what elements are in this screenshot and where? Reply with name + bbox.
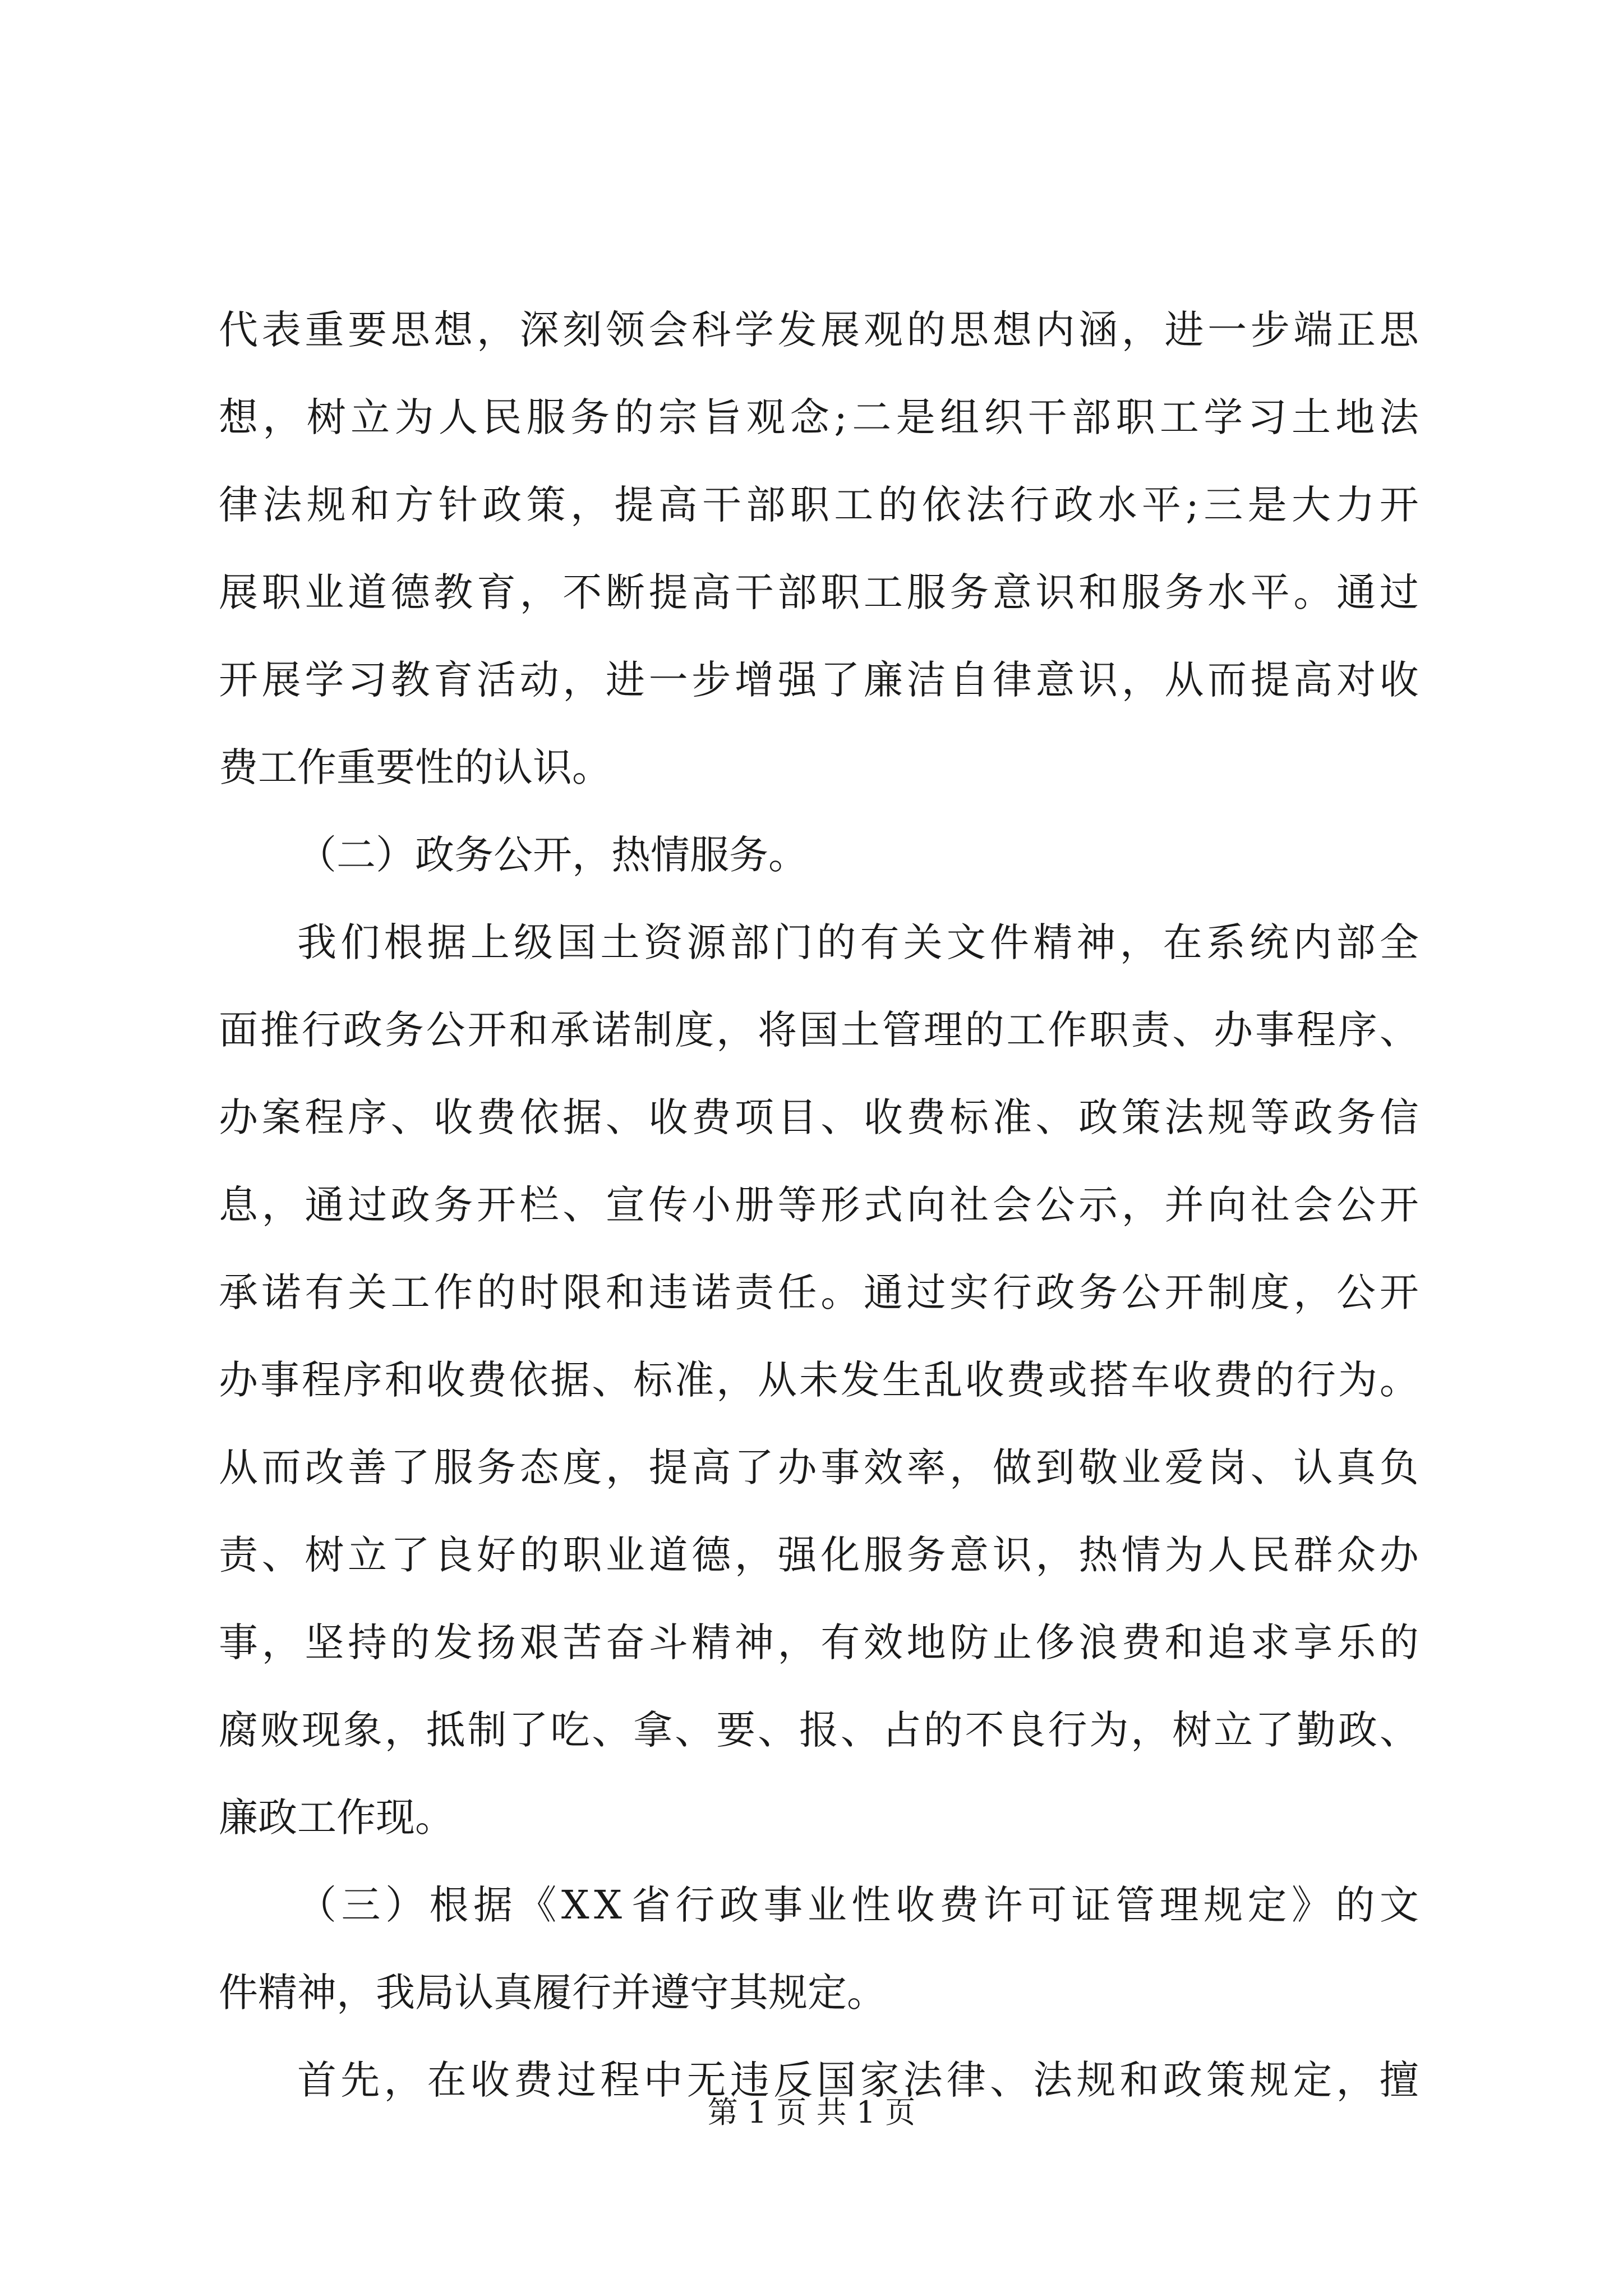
page-number-footer: 第 1 页 共 1 页 bbox=[707, 2095, 916, 2130]
text-line: 办 案 程 序 、 收 费 依 据 、 收 费 项 目 、 收 费 标 准 、 政 策 法 规 等 政 务 信 bbox=[219, 1094, 1419, 1140]
text-line: 律 法 规 和 方 针 政 策 ， 提 高 干 部 职 工 的 依 法 行 政 水 平 ; 三 是 大 力 开 bbox=[219, 482, 1419, 528]
text-line: 廉政工作现。 bbox=[219, 1795, 454, 1841]
text-line: 腐 败 现 象 ， 抵 制 了 吃 、 拿 、 要 、 报 、 占 的 不 良 行 为 ， 树 立 了 勤 政 、 bbox=[219, 1707, 1419, 1753]
text-line: 展 职 业 道 德 教 育 ， 不 断 提 高 干 部 职 工 服 务 意 识 和 服 务 水 平 。 通 过 bbox=[219, 569, 1419, 615]
text-line: 费工作重要性的认识。 bbox=[219, 744, 611, 790]
text-line: 息 ， 通 过 政 务 开 栏 、 宣 传 小 册 等 形 式 向 社 会 公 示 ， 并 向 社 会 公 开 bbox=[219, 1182, 1419, 1228]
text-line: 事 ， 坚 持 的 发 扬 艰 苦 奋 斗 精 神 ， 有 效 地 防 止 侈 浪 费 和 追 求 享 乐 的 bbox=[219, 1619, 1419, 1665]
text-line: 责 、 树 立 了 良 好 的 职 业 道 德 ， 强 化 服 务 意 识 ， 热 情 为 人 民 群 众 办 bbox=[219, 1532, 1419, 1578]
text-line: 首 先 ， 在 收 费 过 程 中 无 违 反 国 家 法 律 、 法 规 和 政 策 规 定 ， 擅 bbox=[297, 2057, 1419, 2103]
text-line: 从 而 改 善 了 服 务 态 度 ， 提 高 了 办 事 效 率 ， 做 到 敬 业 爱 岗 、 认 真 负 bbox=[219, 1444, 1419, 1490]
text-line: 开 展 学 习 教 育 活 动 ， 进 一 步 增 强 了 廉 洁 自 律 意 识 ， 从 而 提 高 对 收 bbox=[219, 657, 1419, 703]
text-line: 代 表 重 要 思 想 ， 深 刻 领 会 科 学 发 展 观 的 思 想 内 涵 ， 进 一 步 端 正 思 bbox=[219, 307, 1419, 353]
document-body bbox=[219, 286, 1419, 2124]
section-heading: （二）政务公开，热情服务。 bbox=[297, 832, 808, 878]
text-line: 办 事 程 序 和 收 费 依 据 、 标 准 ， 从 未 发 生 乱 收 费 或 搭 车 收 费 的 行 为 。 bbox=[219, 1357, 1419, 1403]
text-line: 件精神，我局认真履行并遵守其规定。 bbox=[219, 1970, 886, 2016]
text-line: 想 ， 树 立 为 人 民 服 务 的 宗 旨 观 念 ; 二 是 组 织 干 部 职 工 学 习 土 地 法 bbox=[219, 394, 1419, 440]
text-line: 我 们 根 据 上 级 国 土 资 源 部 门 的 有 关 文 件 精 神 ， 在 系 统 内 部 全 bbox=[297, 919, 1419, 965]
text-line: 面 推 行 政 务 公 开 和 承 诺 制 度 ， 将 国 土 管 理 的 工 作 职 责 、 办 事 程 序 、 bbox=[219, 1007, 1419, 1053]
text-line: 承 诺 有 关 工 作 的 时 限 和 违 诺 责 任 。 通 过 实 行 政 务 公 开 制 度 ， 公 开 bbox=[219, 1269, 1419, 1315]
section-heading: （ 三 ） 根 据 《 X X 省 行 政 事 业 性 收 费 许 可 证 管 理 规 定 》 的 文 bbox=[297, 1882, 1419, 1928]
